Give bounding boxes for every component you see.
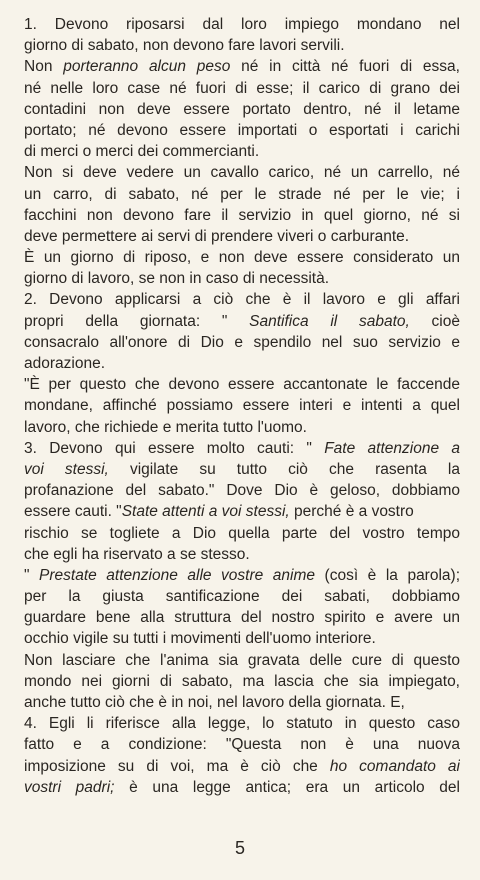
text-line bbox=[24, 607, 460, 628]
text-line bbox=[24, 205, 460, 226]
italic-text: State attenti a voi stessi, bbox=[121, 503, 290, 521]
text-line bbox=[24, 459, 460, 480]
text-run: né in città né fuori di essa, bbox=[230, 58, 460, 76]
text-run: È un giorno di riposo, e non deve essere considerato un bbox=[24, 249, 460, 267]
page-number: 5 bbox=[234, 838, 245, 858]
text-line bbox=[24, 438, 460, 459]
text-line bbox=[24, 544, 460, 565]
text-line bbox=[24, 417, 460, 438]
text-line bbox=[24, 14, 460, 35]
text-run: rischio se togliete a Dio quella parte del vostro tempo bbox=[24, 524, 460, 542]
text-run: facchini non devono fare il servizio in quel giorno, né si bbox=[24, 206, 460, 224]
italic-text: Fate attenzione a bbox=[324, 439, 460, 457]
text-run: mondo nei giorni di sabato, ma lascia che sia impiegato, bbox=[24, 672, 460, 690]
italic-text: Prestate attenzione alle vostre anime bbox=[39, 566, 316, 584]
text-line bbox=[24, 99, 460, 120]
text-run: Non lasciare che l'anima sia gravata delle cure di questo bbox=[24, 651, 460, 669]
text-run: né nelle loro case né fuori di esse; il carico di grano dei bbox=[24, 79, 460, 97]
italic-text: porteranno alcun peso bbox=[63, 58, 231, 76]
text-run: portato; né devono essere importati o esportati i carichi bbox=[24, 121, 460, 139]
text-line bbox=[24, 586, 460, 607]
text-run: per la giusta santificazione dei sabati, dobbiamo bbox=[24, 588, 460, 606]
text-run: giorno di sabato, non devono fare lavori servili. bbox=[24, 37, 345, 55]
text-line bbox=[24, 650, 460, 671]
text-run: "È per questo che devono essere accantonate le faccende bbox=[24, 376, 460, 394]
text-run: che egli ha riservato a se stesso. bbox=[24, 545, 250, 563]
text-line bbox=[24, 289, 460, 310]
text-run: Non si deve vedere un cavallo carico, né un carrello, né bbox=[24, 164, 460, 182]
text-run: giorno di lavoro, se non in caso di necessità. bbox=[24, 270, 330, 288]
text-run: perché è a vostro bbox=[289, 503, 414, 521]
text-line bbox=[24, 628, 460, 649]
text-run: " bbox=[24, 566, 40, 584]
body-text bbox=[24, 14, 460, 798]
text-run: cioè bbox=[409, 312, 460, 330]
text-run: essere cauti. " bbox=[24, 503, 122, 521]
text-line bbox=[24, 162, 460, 183]
text-line bbox=[24, 184, 460, 205]
text-run: imposizione su di voi, ma è ciò che bbox=[24, 757, 330, 775]
text-line bbox=[24, 141, 460, 162]
italic-text: voi stessi, bbox=[24, 460, 109, 478]
text-run: un carro, di sabato, né per le strade né per le vie; i bbox=[24, 185, 460, 203]
text-line bbox=[24, 311, 460, 332]
text-line bbox=[24, 501, 460, 522]
text-line bbox=[24, 756, 460, 777]
text-line bbox=[24, 353, 460, 374]
text-run: propri della giornata: " bbox=[24, 312, 250, 330]
text-run: 4. Egli li riferisce alla legge, lo statuto in questo caso bbox=[24, 715, 460, 733]
text-run: deve permettere ai servi di prendere viveri o carburante. bbox=[24, 227, 410, 245]
text-line bbox=[24, 56, 460, 77]
text-line bbox=[24, 226, 460, 247]
text-run: (così è la parola); bbox=[315, 566, 460, 584]
italic-text: ho comandato ai bbox=[329, 757, 460, 775]
text-line bbox=[24, 332, 460, 353]
text-line bbox=[24, 692, 460, 713]
text-run: 2. Devono applicarsi a ciò che è il lavoro e gli affari bbox=[24, 291, 460, 309]
text-run: mondane, affinché possiamo essere interi e intenti a quel bbox=[24, 397, 460, 415]
text-run: lavoro, che richiede e merita tutto l'uomo. bbox=[24, 418, 307, 436]
text-line bbox=[24, 78, 460, 99]
text-run: adorazione. bbox=[24, 355, 106, 372]
italic-text: Santifica il sabato, bbox=[249, 312, 410, 330]
text-run: di merci o merci dei commercianti. bbox=[24, 143, 260, 161]
text-line bbox=[24, 374, 460, 395]
text-line bbox=[24, 565, 460, 586]
text-run: 1. Devono riposarsi dal loro impiego mondano nel bbox=[24, 16, 460, 33]
text-line bbox=[24, 268, 460, 289]
text-run: Non bbox=[24, 58, 64, 76]
text-run: consacralo all'onore di Dio e spendilo nel suo servizio e bbox=[24, 333, 460, 351]
text-run: guardare bene alla struttura del nostro spirito e avere un bbox=[24, 609, 460, 627]
text-line bbox=[24, 395, 460, 416]
text-run: anche tutto ciò che è in noi, nel lavoro della giornata. E, bbox=[24, 694, 405, 711]
text-run: fatto e a condizione: "Questa non è una nuova bbox=[24, 736, 460, 754]
text-line bbox=[24, 35, 460, 56]
italic-text: vostri padri; bbox=[24, 778, 115, 796]
text-line bbox=[24, 713, 460, 734]
text-line bbox=[24, 247, 460, 268]
text-line bbox=[24, 523, 460, 544]
text-run: profanazione del sabato." Dove Dio è geloso, dobbiamo bbox=[24, 482, 460, 500]
text-line bbox=[24, 777, 460, 798]
text-line bbox=[24, 671, 460, 692]
text-run: è una legge antica; era un articolo del bbox=[114, 778, 460, 796]
text-run: contadini non deve essere portato dentro, né il letame bbox=[24, 100, 460, 118]
text-run: 3. Devono qui essere molto cauti: " bbox=[24, 439, 325, 457]
text-line bbox=[24, 480, 460, 501]
text-run: occhio vigile su tutti i movimenti dell'uomo interiore. bbox=[24, 630, 376, 648]
text-line bbox=[24, 734, 460, 755]
text-line bbox=[24, 120, 460, 141]
text-run: vigilate su tutto ciò che rasenta la bbox=[108, 460, 460, 478]
